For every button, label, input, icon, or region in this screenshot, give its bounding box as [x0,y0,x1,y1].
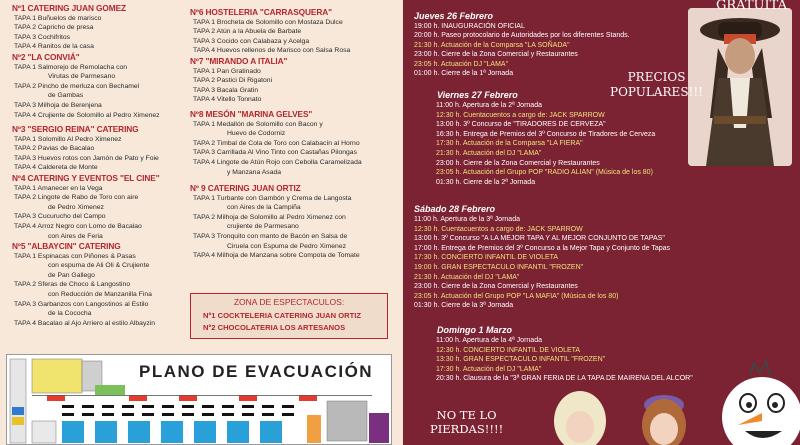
program-event-day3-6: 21:30 h. Actuación del DJ "LAMA" [414,273,520,281]
menu-item-n5-5: TAPA 3 Garbanzos con Langostinos al Estilo [14,300,149,308]
program-event-day2-7: 23:05 h. Actuación del Grupo POP "RADIO ALIAN" (Música de los 80) [436,169,653,177]
program-event-day1-4: 23:05 h. Actuación DJ "LAMA" [414,60,509,68]
program-day-title-day1: Jueves 26 Febrero [414,11,494,21]
program-event-day4-2: 13:30 h. GRAN ESPECTACULO INFANTIL "FROZEN" [436,356,606,364]
program-event-day2-8: 01:30 h. Cierre de la 2ª Jornada [436,178,536,186]
program-event-day2-5: 21:30 h. Actuación del DJ "LAMA" [436,150,542,157]
menu-item-n2-3: de Gambas [48,92,84,100]
menu-item-n3-1: TAPA 2 Pavias de Bacalao [14,145,95,153]
precios-line-2: POPULARES!!! [610,85,704,99]
menu-heading-n4: Nº4 CATERING Y EVENTOS "EL CINE" [12,173,160,183]
evacuation-plan-title: PLANO DE EVACUACIÓN [139,362,374,381]
menu-item-n3-0: TAPA 1 Solomillo Al Pedro Ximenez [14,135,122,143]
menu-item-n9-5: Ciruela con Espuma de Pedro Ximenez [227,242,347,250]
menu-item-n4-5: con Aires de Feria [48,232,103,240]
menu-item-n5-1: con espuma de Ali Oli & Crujiente [48,262,150,270]
menu-item-n5-7: TAPA 4 Bacalao al Ajo Arriero al estilo Albayzin [14,319,156,327]
characters-photo [540,355,800,445]
menu-item-n6-3: TAPA 4 Huevos rellenos de Marisco con Salsa Rosa [193,47,351,55]
menu-item-n5-0: TAPA 1 Espinacas con Piñones & Pasas [14,252,136,260]
program-event-day4-1: 12:30 h. CONCIERTO INFANTIL DE VIOLETA [436,346,581,354]
zona-line-1: Nº1 COCKTELERIA CATERING JUAN ORTIZ [203,311,362,320]
program-event-day1-0: 19:00 h. INAUGURACIÓN OFICIAL [414,23,525,30]
program-event-day3-2: 13:00 h. 3º Concurso "A LA MEJOR TAPA Y AL MEJOR CONJUNTO DE TAPAS" [414,235,665,243]
program-event-day3-5: 19:00 h. GRAN ESPECTACULO INFANTIL "FROZEN" [414,264,584,271]
notelo-line-1: NO TE LO [436,408,497,422]
pirate-illustration [688,8,792,166]
menu-item-n2-2: TAPA 2 Pincho de merluza con Bechamel [14,82,140,90]
menu-heading-n8: Nº8 MESÓN "MARINA GELVES" [190,109,313,119]
zona-espectaculos-title: ZONA DE ESPECTACULOS: [233,297,345,307]
menu-item-n1-1: TAPA 2 Capricho de presa [14,24,94,32]
no-te-lo-pierdas-stamp [430,408,503,436]
menu-item-n1-3: TAPA 4 Ranitos de la casa [14,43,94,51]
program-day-title-day4: Domingo 1 Marzo [437,325,513,335]
menu-heading-n7: Nº7 "MIRANDO A ITALIA" [190,56,288,66]
evacuation-plan [6,354,392,445]
menu-heading-n1: Nº1 CATERING JUAN GOMEZ [12,3,126,13]
menu-heading-n2: Nº2 "LA CONVIÁ" [12,52,80,62]
notelo-line-2: PIERDAS!!!! [430,422,504,436]
menu-item-n8-1: Huevo de Codorniz [227,130,286,138]
menu-item-n7-2: TAPA 3 Bacala Gratin [193,86,259,94]
program-event-day3-1: 12:30 h. Cuentacuentos a cargo de: JACK SPARROW [414,225,583,233]
characters-illustration [540,355,800,445]
menu-item-n8-3: TAPA 3 Carrillada Al Vino Tinto con Castañas Pilongas [193,149,357,157]
program-event-day4-4: 20:30 h. Clausura de la "3ª GRAN FERIA DE LA TAPA DE MAIRENA DEL ALCOR" [436,375,693,383]
menu-item-n9-4: TAPA 3 Tronquito con manto de Bacón en Salsa de [193,232,348,240]
menu-item-n7-0: TAPA 1 Pan Gratinado [193,67,261,75]
menu-item-n4-1: TAPA 2 Lingote de Rabo de Toro con aire [14,194,139,202]
menu-item-n8-0: TAPA 1 Medallón de Solomillo con Bacon y [193,120,323,128]
menu-item-n2-0: TAPA 1 Salmorejo de Remolacha con [14,63,128,71]
menu-item-n5-2: de Pan Gallego [48,271,95,279]
menu-item-n2-5: TAPA 4 Crujiente de Solomillo al Pedro Ximenez [14,111,160,119]
menu-item-n6-0: TAPA 1 Brocheta de Solomillo con Mostaza Dulce [193,18,343,26]
menu-heading-n6: Nº6 HOSTELERIA "CARRASQUERA" [190,7,332,17]
program-event-day3-9: 01:30 h. Cierre de la 3ª Jornada [414,302,514,310]
program-event-day2-4: 17:30 h. Actuación de la Comparsa "LA FIERA" [436,140,583,148]
precios-stamp [610,70,703,100]
menu-item-n8-4: TAPA 4 Lingote de Atún Rojo con Cebolla Caramelizada [193,158,362,166]
menu-item-n4-4: TAPA 4 Arroz Negro con Lomo de Bacalao [14,222,142,230]
program-event-day1-2: 21:30 h. Actuación de la Comparsa "LA SOÑADA" [414,41,570,49]
menu-item-n8-2: TAPA 2 Timbal de Cola de Toro con Calabacín al Horno [193,139,360,147]
program-event-day3-8: 23:05 h. Actuación del Grupo POP "LA MAFIA" (Música de los 80) [414,292,619,300]
program-event-day2-0: 11:00 h. Apertura de la 2ª Jornada [436,102,542,109]
menu-item-n6-1: TAPA 2 Atún a la Abuela de Barbate [193,28,302,36]
program-event-day4-0: 11:00 h. Apertura de la 4ª Jornada [436,337,542,344]
zona-line-2: Nº2 CHOCOLATERIA LOS ARTESANOS [203,323,346,332]
program-event-day1-1: 20:00 h. Paseo protocolario de Autoridades por los diferentes Stands. [414,32,630,40]
menu-item-n3-2: TAPA 3 Huevos rotos con Jamón de Pato y Foie [14,154,159,162]
program-event-day3-4: 17:30 h. CONCIERTO INFANTIL DE VIOLETA [414,254,559,262]
menu-item-n9-2: TAPA 2 Milhoja de Solomillo al Pedro Ximenez con [193,213,346,221]
zona-espectaculos-box [190,293,388,339]
program-event-day1-5: 01:00 h. Cierre de la 1ª Jornada [414,70,514,77]
menu-item-n8-5: y Manzana Asada [227,168,282,176]
menu-item-n2-1: Virutas de Parmesano [48,73,116,81]
program-event-day3-7: 23:00 h. Cierre de la Zona Comercial y Restaurantes [414,283,578,291]
menu-item-n6-2: TAPA 3 Cocido con Calabaza y Acelga [193,37,310,45]
menu-item-n5-6: de la Cococha [48,310,92,318]
menu-item-n2-4: TAPA 3 Milhoja de Berenjena [14,101,102,109]
program-event-day2-3: 16:30 h. Entrega de Premios del 3º Concurso de Tiradores de Cerveza [436,130,656,138]
menu-item-n4-3: TAPA 3 Cucurucho del Campo [14,213,106,221]
menu-item-n5-4: con Reducción de Manzanilla Fina [48,290,152,298]
program-event-day2-2: 13:00 h. 3º Concurso de "TIRADORES DE CERVEZA" [436,121,606,129]
menu-item-n4-2: de Pedro Ximenez [48,203,104,211]
program-event-day3-3: 17:00 h. Entrega de Premios del 3º Concurso a la Mejor Tapa y Conjunto de Tapas [414,244,671,252]
program-day-title-day3: Sábado 28 Febrero [414,204,496,214]
menu-item-n7-1: TAPA 2 Pastici Di Rigatoni [193,77,273,85]
program-event-day2-1: 12:30 h. Cuentacuentos a cargo de: JACK SPARROW [436,111,605,119]
menu-item-n1-0: TAPA 1 Buñuelos de marisco [14,14,102,22]
program-event-day2-6: 23:00 h. Cierre de la Zona Comercial y Restaurantes [436,159,600,167]
menu-item-n5-3: TAPA 2 Sferas de Choco & Langostino [14,281,131,289]
menu-heading-n9: Nº 9 CATERING JUAN ORTIZ [190,183,301,193]
gratuita-stamp: GRATUITA [716,0,787,13]
program-event-day3-0: 11:00 h. Apertura de la 3ª Jornada [414,216,520,223]
menu-item-n3-3: TAPA 4 Caldereta de Monte [14,164,98,172]
program-event-day1-3: 23:00 h. Cierre de la Zona Comercial y Restaurantes [414,51,578,59]
menu-item-n9-0: TAPA 1 Turbante con Gambón y Crema de Langosta [193,194,352,202]
menu-item-n9-6: TAPA 4 Milhoja de Manzana sobre Compota de Tomate [193,252,360,260]
precios-line-1: PRECIOS [627,70,686,84]
menu-heading-n3: Nº3 "SERGIO REINA" CATERING [12,124,139,134]
menu-item-n1-2: TAPA 3 Cochifritos [14,33,71,41]
jack-sparrow-photo [688,8,792,166]
menu-item-n9-1: con Aires de la Campiña [227,204,301,212]
menu-item-n4-0: TAPA 1 Amanecer en la Vega [14,184,103,192]
program-event-day4-3: 17:30 h. Actuación del DJ "LAMA" [436,365,542,373]
program-day-title-day2: Viernes 27 Febrero [437,90,518,100]
menu-item-n9-3: crujiente de Parmesano [227,223,299,231]
menu-item-n7-3: TAPA 4 Vitello Tonnato [193,96,262,104]
menu-heading-n5: Nº5 "ALBAYCIN" CATERING [12,241,121,251]
